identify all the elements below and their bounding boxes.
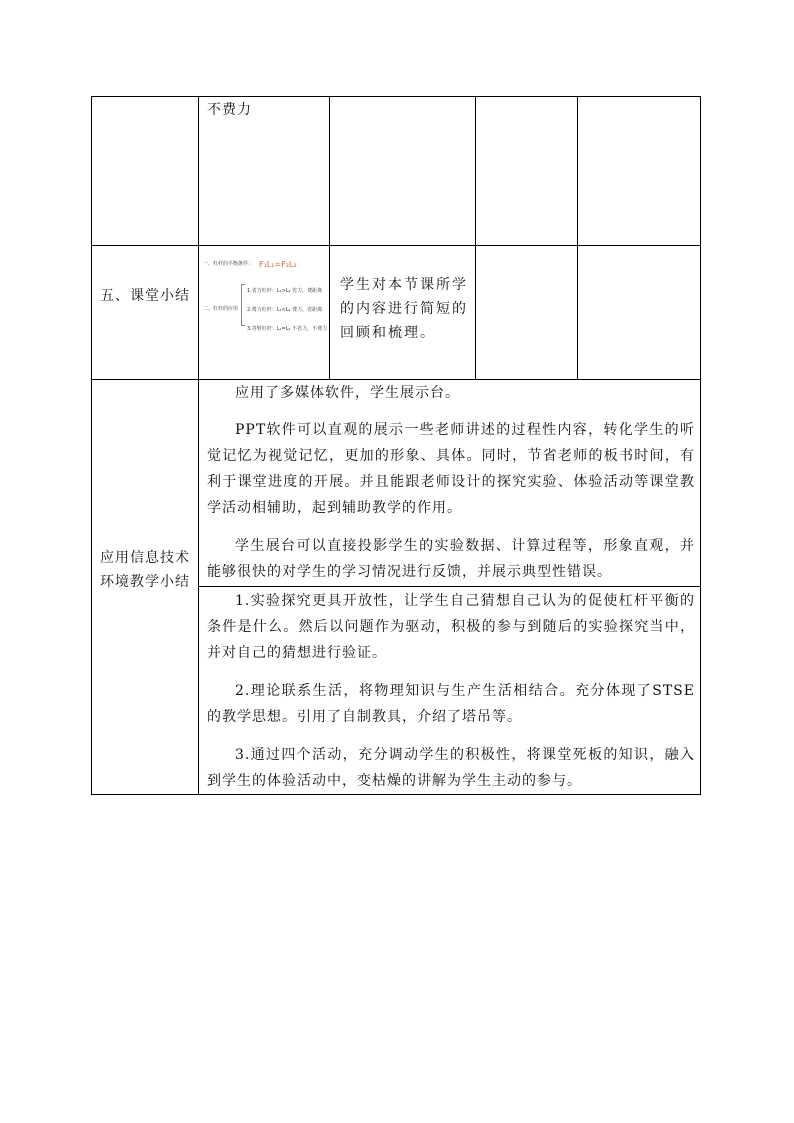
paragraph: 1.实验探究更具开放性，让学生自己猜想自己认为的促使杠杆平衡的条件是什么。然后以问题作为驱动，积极的参与到随后的实验探究当中，并对自己的猜想进行验证。 (207, 593, 695, 661)
board-formula: F₁L₁=F₂L₂ (259, 260, 297, 269)
table-border-right (700, 96, 701, 795)
student-review-text: 学生对本节课所学的内容进行简短的回顾和梳理。 (340, 277, 468, 341)
paragraph: 3.通过四个活动，充分调动学生的积极性，将课堂死板的知识，融入到学生的体验活动中，变枯燥的讲解为学生主动的参与。 (207, 747, 695, 789)
blackboard-summary-image (201, 253, 326, 345)
board-item-3: 3.等臂杠杆：L₁=L₂ 不省力，不费力 (247, 326, 328, 332)
board-item-1: 1.省力杠杆：L₁>L₂ 省力，费距离 (247, 288, 323, 294)
paragraph: PPT软件可以直观的展示一些老师讲述的过程性内容，转化学生的听觉记忆为视觉记忆，更加的形象、具体。同时，节省老师的板书时间，有利于课堂进度的开展。并且能跟老师设计的探究实验、体验活动等课堂教学活动相辅助，起到辅助教学的作用。 (207, 422, 695, 516)
table-border-top (91, 96, 701, 97)
column-divider (198, 96, 199, 795)
it-summary-section-label: 应用信息技术环境教学小结 (100, 550, 190, 590)
board-classify-label: 二、杠杆的应用 (203, 306, 239, 312)
row1-content: 不费力 (207, 102, 252, 118)
summary-section-label: 五、课堂小结 (100, 288, 190, 304)
column-divider (475, 96, 476, 379)
board-brace (241, 284, 245, 326)
it-summary-part-b (207, 588, 695, 804)
paragraph: 应用了多媒体软件，学生展示台。 (235, 385, 460, 401)
row-divider (91, 379, 701, 380)
board-item-2: 2.费力杠杆：L₁<L₂ 费力，省距离 (247, 307, 323, 313)
table-border-left (91, 96, 92, 795)
board-condition-label: 一、杠杆的平衡条件： (203, 261, 254, 267)
column-divider (577, 96, 578, 379)
paragraph: 学生展台可以直接投影学生的实验数据、计算过程等，形象直观，并能够很快的对学生的学习情况进行反馈，并展示典型性错误。 (207, 538, 695, 580)
column-divider (329, 96, 330, 379)
paragraph: 2.理论联系生活，将物理知识与生产生活相结合。充分体现了STSE的教学思想。引用了自制教具，介绍了塔吊等。 (207, 683, 695, 725)
it-summary-part-a (207, 381, 695, 595)
row-divider (91, 245, 701, 246)
